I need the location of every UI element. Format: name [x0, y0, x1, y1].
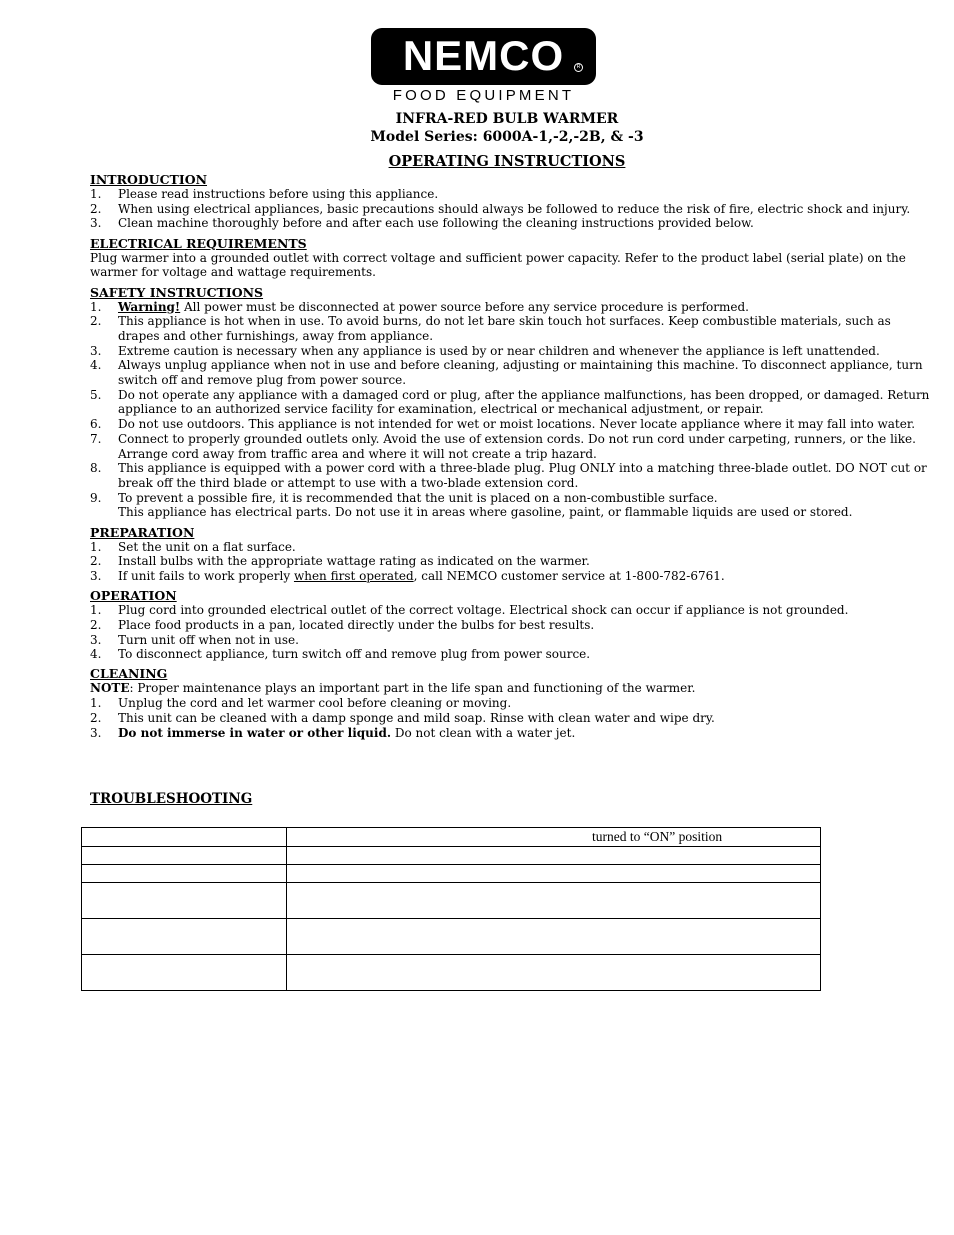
section-heading: SAFETY INSTRUCTIONS: [90, 284, 264, 300]
table-cell-remedy: [287, 955, 821, 991]
item-text-post: , call NEMCO customer service at 1-800-782-6761.: [413, 568, 725, 583]
item-number: 1.: [90, 603, 102, 618]
section-preparation: [90, 525, 930, 584]
table-row: [82, 919, 821, 955]
product-title: INFRA-RED BULB WARMER: [395, 111, 619, 127]
item-number: 8.: [90, 461, 102, 476]
note-text: : Proper maintenance plays an important part in the life span and functioning of the warmer.: [129, 681, 696, 696]
table-cell-problem: [82, 865, 287, 883]
logo-subtitle: FOOD EQUIPMENT: [392, 87, 575, 104]
item-text-extra: This appliance has electrical parts. Do not use it in areas where gasoline, paint, or flammable liquids are used or stored.: [118, 505, 853, 520]
item-text: [118, 300, 930, 315]
item-number: 3.: [90, 568, 102, 583]
table-cell-problem: [82, 919, 287, 955]
section-heading: INTRODUCTION: [90, 172, 208, 187]
item-text: [118, 491, 930, 520]
list-item: [90, 358, 930, 387]
item-text-underlined: when first operated: [293, 568, 414, 583]
item-number: 2.: [90, 314, 102, 329]
list-item: [90, 461, 930, 490]
list-item: [90, 202, 930, 217]
section-introduction: [90, 172, 930, 231]
list-item: [90, 647, 930, 662]
item-text-line: To prevent a possible fire, it is recommended that the unit is placed on a non-combustible surface.: [118, 490, 718, 505]
troubleshooting-heading: TROUBLESHOOTING: [90, 791, 253, 807]
list-item: [90, 726, 930, 741]
table-cell-problem: [82, 955, 287, 991]
table-cell-problem: [82, 847, 287, 865]
registered-mark-icon: R: [574, 63, 583, 72]
item-number: 2.: [90, 201, 102, 216]
item-text: Plug cord into grounded electrical outlet of the correct voltage. Electrical shock can occur if appliance is not grounded.: [118, 603, 849, 618]
item-number: 6.: [90, 417, 102, 432]
section-cleaning: [90, 666, 930, 740]
table-row: [82, 828, 821, 847]
list-item: [90, 618, 930, 633]
item-number: 2.: [90, 554, 102, 569]
item-number: 1.: [90, 539, 102, 554]
section-heading: CLEANING: [90, 666, 168, 682]
electrical-text: Plug warmer into a grounded outlet with correct voltage and sufficient power capacity. Refer to the product label (serial plate) on the warmer for voltage and wattage requirements.: [90, 250, 906, 280]
logo-text: NEMCO: [402, 32, 565, 79]
item-text: This unit can be cleaned with a damp sponge and mild soap. Rinse with clean water and wipe dry.: [118, 710, 715, 725]
list-item: [90, 569, 930, 584]
list-item: [90, 711, 930, 726]
item-text: Turn unit off when not in use.: [118, 632, 299, 647]
item-text: Install bulbs with the appropriate wattage rating as indicated on the warmer.: [118, 554, 590, 569]
item-number: 1.: [90, 696, 102, 711]
table-cell-remedy: [287, 865, 821, 883]
item-text: This appliance is hot when in use. To avoid burns, do not let bare skin touch hot surfaces. Keep combustible materials, such as drapes and other furnishings, away from appliance.: [118, 314, 891, 343]
item-text: Always unplug appliance when not in use and before cleaning, adjusting or maintaining this machine. To disconnect appliance, turn switch off and remove plug from power source.: [118, 358, 923, 388]
item-number: 2.: [90, 710, 102, 725]
list-item: [90, 554, 930, 569]
item-text: Place food products in a pan, located directly under the bulbs for best results.: [118, 617, 595, 632]
section-safety: [90, 285, 930, 521]
item-text: Extreme caution is necessary when any appliance is used by or near children and whenever the appliance is left unattended.: [118, 343, 880, 358]
item-number: 7.: [90, 431, 102, 446]
item-number: 1.: [90, 299, 102, 314]
list-item: [90, 417, 930, 432]
list-item: [90, 388, 930, 417]
item-text: When using electrical appliances, basic precautions should always be followed to reduce the risk of fire, electric shock and injury.: [118, 201, 911, 216]
list-item: [90, 540, 930, 555]
cleaning-note: [90, 681, 930, 696]
section-heading: PREPARATION: [90, 524, 195, 540]
document-title: OPERATING INSTRUCTIONS: [388, 153, 626, 170]
item-text-pre: If unit fails to work properly: [118, 568, 294, 583]
list-item: [90, 432, 930, 461]
item-number: 3.: [90, 343, 102, 358]
nemco-logo: [371, 28, 596, 85]
item-text: Unplug the cord and let warmer cool before cleaning or moving.: [118, 696, 512, 711]
item-text: This appliance is equipped with a power cord with a three-blade plug. Plug ONLY into a matching three-blade outlet. DO NOT cut or break off the third blade or attempt to use with a two-blade extension cord.: [118, 461, 927, 490]
item-number: 5.: [90, 387, 102, 402]
item-text-rest: Do not clean with a water jet.: [391, 725, 576, 740]
item-text: [118, 569, 930, 584]
item-text: Please read instructions before using this appliance.: [118, 187, 439, 201]
list-item: [90, 491, 930, 520]
table-cell-remedy: [287, 847, 821, 865]
list-item: [90, 300, 930, 315]
list-item: [90, 633, 930, 648]
table-row: [82, 865, 821, 883]
list-item: [90, 314, 930, 343]
item-text-bold: Do not immerse in water or other liquid.: [118, 725, 392, 740]
table-row: [82, 883, 821, 919]
section-heading: OPERATION: [90, 588, 177, 604]
item-text: [118, 726, 930, 741]
item-text: Do not operate any appliance with a damaged cord or plug, after the appliance malfunctions, has been dropped, or damaged. Return appliance to an authorized service facility for examination, electrical or mechanical adjustment, or repair.: [118, 387, 930, 417]
item-number: 3.: [90, 216, 102, 231]
table-row: [82, 847, 821, 865]
instructions-body: [90, 172, 930, 745]
item-number: 2.: [90, 617, 102, 632]
item-number: 3.: [90, 725, 102, 740]
list-item: [90, 696, 930, 711]
warning-label: Warning!: [118, 299, 181, 314]
item-number: 1.: [90, 187, 102, 201]
table-cell-remedy: [287, 919, 821, 955]
section-heading: ELECTRICAL REQUIREMENTS: [90, 235, 307, 251]
model-series: Model Series: 6000A-1,-2,-2B, & -3: [370, 129, 644, 145]
list-item: [90, 344, 930, 359]
item-number: 3.: [90, 632, 102, 647]
note-label: NOTE: [90, 681, 130, 696]
table-cell-remedy: turned to “ON” position: [287, 828, 821, 847]
table-cell-remedy: [287, 883, 821, 919]
table-cell-problem: [82, 828, 287, 847]
item-text: To disconnect appliance, turn switch off and remove plug from power source.: [118, 647, 591, 662]
list-item: [90, 216, 930, 231]
item-text: Connect to properly grounded outlets only. Avoid the use of extension cords. Do not run cord under carpeting, runners, or the like. Arrange cord away from traffic area and where it will not create a trip hazard.: [118, 431, 916, 461]
section-operation: [90, 588, 930, 662]
item-text-rest: All power must be disconnected at power source before any service procedure is performed.: [180, 299, 749, 314]
item-text: Clean machine thoroughly before and after each use following the cleaning instructions provided below.: [118, 216, 754, 231]
list-item: [90, 187, 930, 202]
item-number: 9.: [90, 490, 102, 505]
troubleshooting-table: [81, 827, 821, 991]
section-electrical: [90, 236, 930, 280]
item-text: Set the unit on a flat surface.: [118, 539, 296, 554]
table-row: [82, 955, 821, 991]
item-number: 4.: [90, 358, 102, 373]
table-cell-problem: [82, 883, 287, 919]
list-item: [90, 603, 930, 618]
item-text: Do not use outdoors. This appliance is not intended for wet or moist locations. Never locate appliance where it may fall into water.: [118, 417, 916, 432]
item-number: 4.: [90, 647, 102, 662]
